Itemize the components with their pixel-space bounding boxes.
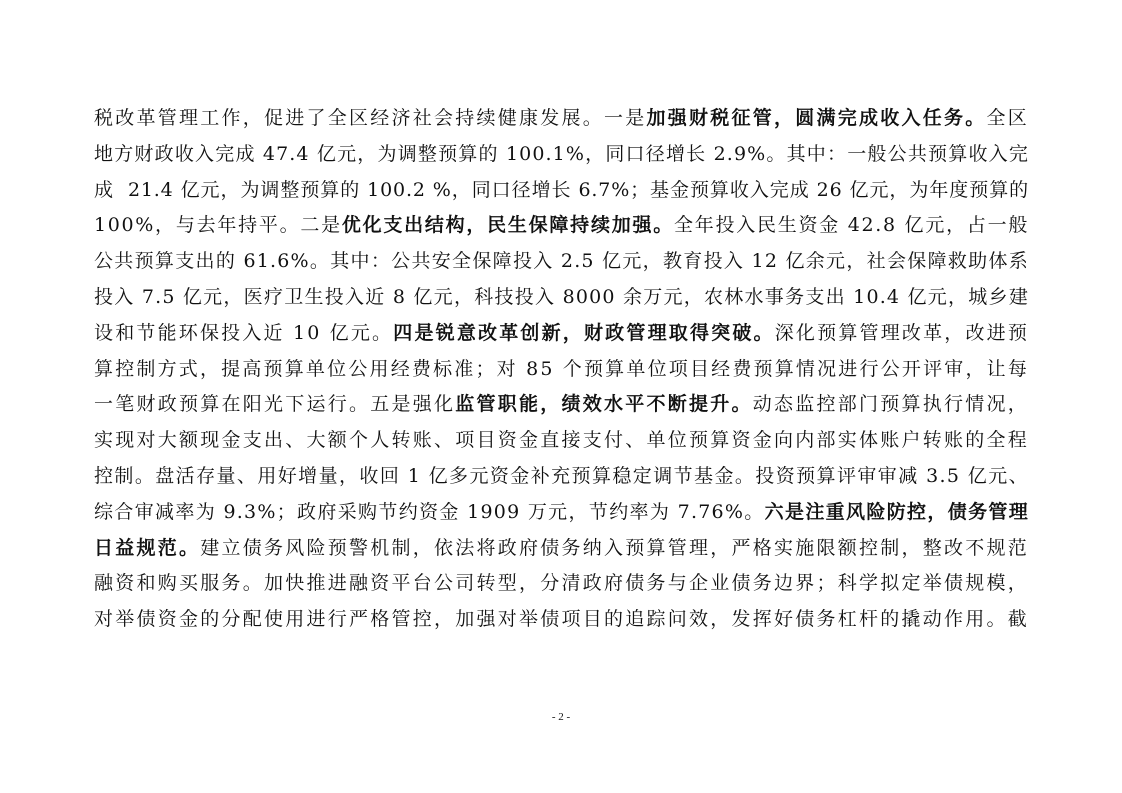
text-line <box>94 495 1029 531</box>
text-line <box>94 459 1029 495</box>
text-segment: 成 21.4 亿元，为调整预算的 100.2 %，同口径增长 6.7%；基金预算收入完成 26 亿元，为年度预算的 <box>94 178 1029 201</box>
text-segment: 综合审减率为 9.3%；政府采购节约资金 1909 万元，节约率为 7.76%。 <box>94 500 765 523</box>
text-line <box>94 387 1029 423</box>
text-segment: 算控制方式，提高预算单位公用经费标准；对 85 个预算单位项目经费预算情况进行公开评审，让每 <box>94 357 1029 380</box>
bold-text-segment: 加强财税征管，圆满完成收入任务。 <box>646 107 987 129</box>
text-segment: 税改革管理工作，促进了全区经济社会持续健康发展。一是 <box>94 107 647 129</box>
text-line <box>94 352 1029 388</box>
text-segment: 控制。盘活存量、用好增量，收回 1 亿多元资金补充预算稳定调节基金。投资预算评审审减 3.5 亿元、 <box>94 464 1029 487</box>
text-segment: 动态监控部门预算执行情况， <box>752 393 1029 416</box>
text-line <box>94 423 1029 459</box>
text-segment: 建立债务风险预警机制，依法将政府债务纳入预算管理，严格实施限额控制，整改不规范 <box>200 536 1030 559</box>
text-segment: 深化预算管理改革，改进预 <box>774 321 1030 344</box>
bold-text-segment: 六是注重风险防控，债务管理 <box>764 500 1029 523</box>
bold-text-segment: 四是锐意改革创新，财政管理取得突破。 <box>393 321 775 344</box>
text-line <box>94 208 1029 244</box>
text-segment: 全年投入民生资金 42.8 亿元，占一般 <box>673 214 1029 237</box>
bold-text-segment: 优化支出结构，民生保障持续加强。 <box>341 214 674 237</box>
bold-text-segment: 日益规范。 <box>94 536 201 559</box>
text-segment: 投入 7.5 亿元，医疗卫生投入近 8 亿元，科技投入 8000 余万元，农林水事务支出 10.4 亿元，城乡建 <box>94 285 1029 308</box>
text-line <box>94 602 1029 638</box>
text-line <box>94 316 1029 352</box>
text-segment: 100%，与去年持平。二是 <box>94 214 342 237</box>
text-line <box>94 566 1029 602</box>
text-segment: 对举债资金的分配使用进行严格管控，加强对举债项目的追踪问效，发挥好债务杠杆的撬动作用。截 <box>94 608 1029 631</box>
text-line <box>94 137 1029 173</box>
text-segment: 设和节能环保投入近 10 亿元。 <box>94 321 394 344</box>
text-segment: 地方财政收入完成 47.4 亿元，为调整预算的 100.1%，同口径增长 2.9%。其中：一般公共预算收入完 <box>94 142 1029 165</box>
bold-text-segment: 监管职能，绩效水平不断提升。 <box>455 393 753 416</box>
text-segment: 一笔财政预算在阳光下运行。五是强化 <box>94 393 456 416</box>
text-line <box>94 531 1029 567</box>
text-line <box>94 173 1029 209</box>
text-segment: 实现对大额现金支出、大额个人转账、项目资金直接支付、单位预算资金向内部实体账户转账的全程 <box>94 429 1029 452</box>
page-number: - 2 - <box>551 711 571 723</box>
text-line <box>94 280 1029 316</box>
text-segment: 融资和购买服务。加快推进融资平台公司转型，分清政府债务与企业债务边界；科学拟定举债规模， <box>94 572 1029 595</box>
text-segment: 全区 <box>986 107 1029 129</box>
text-segment: 公共预算支出的 61.6%。其中：公共安全保障投入 2.5 亿元，教育投入 12 亿余元，社会保障救助体系 <box>94 250 1029 273</box>
text-line <box>94 244 1029 280</box>
text-line <box>94 101 1029 137</box>
body-paragraph <box>94 101 1029 638</box>
